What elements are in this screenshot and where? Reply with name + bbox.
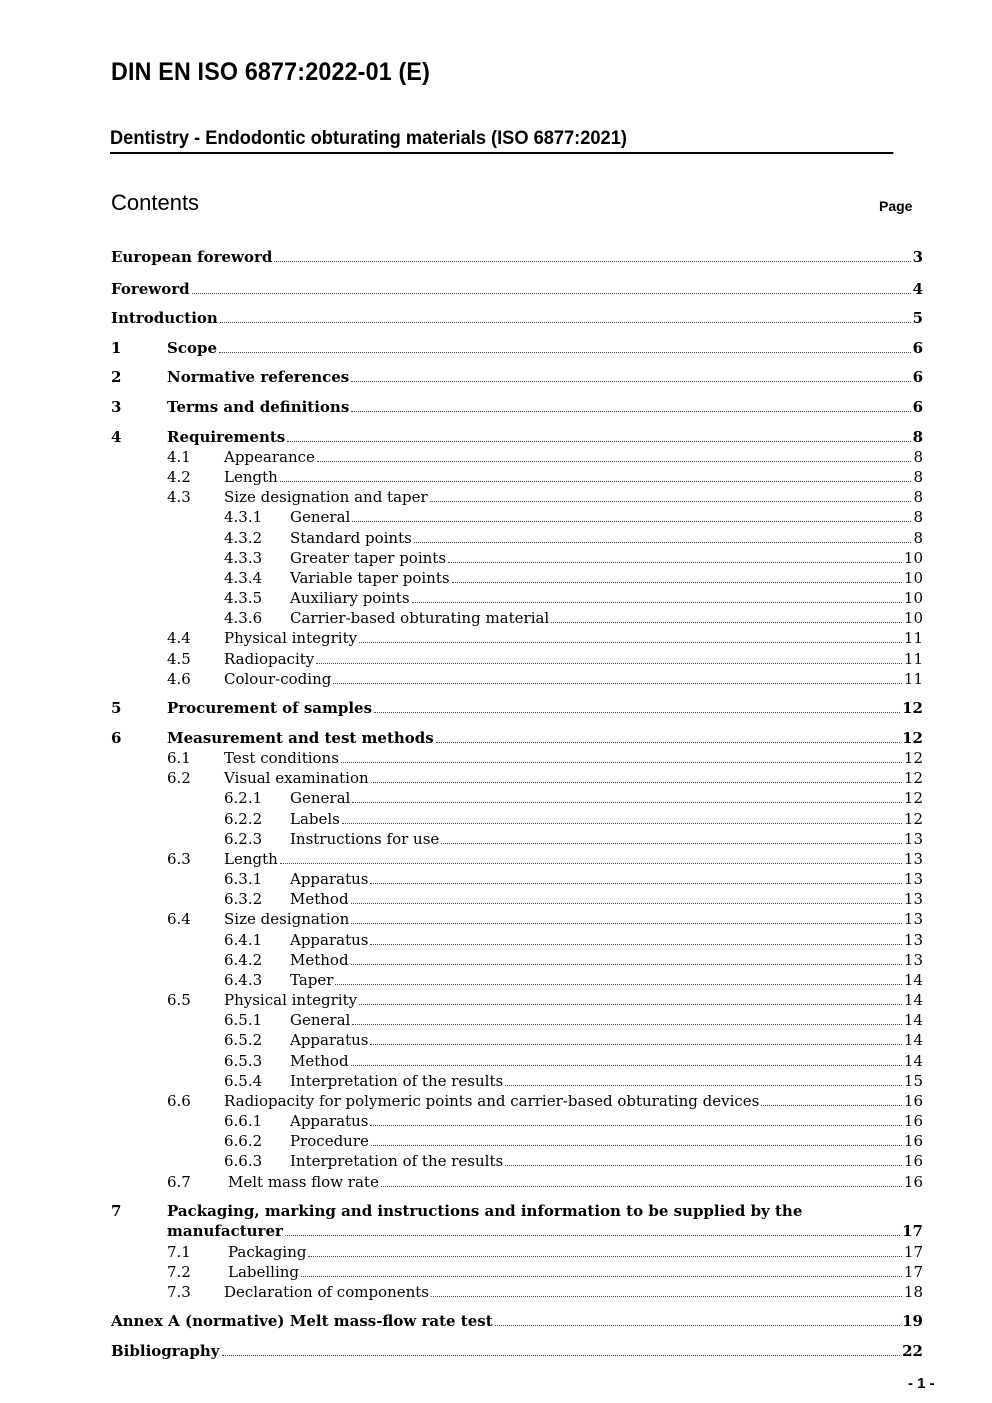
dot-leader: [370, 1112, 901, 1126]
dot-leader: [285, 1222, 900, 1236]
dot-leader: [274, 248, 910, 262]
toc-entry-title: Interpretation of the results: [290, 1072, 504, 1090]
toc-entry-title: Carrier-based obturating material: [290, 609, 550, 627]
toc-entry-annex-a[interactable]: [0, 1311, 992, 1331]
dot-leader: [370, 931, 901, 945]
toc-entry-page: 19: [902, 1312, 923, 1330]
toc-entry-title: Introduction: [111, 309, 218, 327]
dot-leader: [371, 769, 902, 783]
dot-leader: [374, 699, 900, 713]
toc-entry-page: 13: [903, 931, 923, 949]
toc-entry-title: Declaration of components: [224, 1283, 430, 1301]
dot-leader: [333, 670, 902, 684]
toc-entry-page: 14: [903, 1031, 923, 1049]
toc-entry-page: 11: [903, 629, 923, 647]
toc-entry-number: 2: [111, 368, 122, 386]
document-subtitle: Dentistry - Endodontic obturating materials (ISO 6877:2021): [110, 128, 893, 154]
toc-entry-number: 6.3: [167, 850, 191, 868]
toc-entry-number: 6.4.1: [224, 931, 263, 949]
dot-leader: [371, 1132, 902, 1146]
toc-entry-european-foreword[interactable]: [0, 247, 992, 267]
toc-entry-6-3-2[interactable]: [0, 889, 992, 909]
toc-entry-6-2-2[interactable]: [0, 809, 992, 829]
toc-entry-page: 16: [903, 1152, 923, 1170]
toc-entry-4-3-4[interactable]: [0, 568, 992, 588]
toc-entry-section-2[interactable]: [0, 367, 992, 387]
toc-entry-title: Test conditions: [224, 749, 339, 767]
dot-leader: [351, 1052, 902, 1066]
toc-entry-title: Apparatus: [290, 1112, 369, 1130]
toc-entry-page: 10: [903, 609, 923, 627]
toc-entry-number: 4.3.5: [224, 589, 263, 607]
toc-entry-page: 8: [913, 508, 923, 526]
toc-entry-title: Greater taper points: [290, 549, 447, 567]
dot-leader: [352, 1011, 902, 1025]
toc-entry-number: 6.5.3: [224, 1052, 263, 1070]
dot-leader: [495, 1312, 900, 1326]
toc-entry-number: 6.3.1: [224, 870, 263, 888]
dot-leader: [436, 729, 900, 743]
toc-entry-page: 10: [903, 589, 923, 607]
toc-entry-title: General: [290, 508, 351, 526]
dot-leader: [761, 1092, 902, 1106]
toc-entry-6-5-3[interactable]: [0, 1051, 992, 1071]
toc-entry-page: 8: [913, 448, 923, 466]
dot-leader: [452, 569, 902, 583]
toc-entry-6-6[interactable]: [0, 1091, 992, 1111]
toc-entry-6-2-3[interactable]: [0, 829, 992, 849]
toc-entry-6-4[interactable]: [0, 909, 992, 929]
dot-leader: [219, 339, 911, 353]
toc-entry-page: 18: [903, 1283, 923, 1301]
toc-entry-number: 7.1: [167, 1243, 191, 1261]
toc-entry-title: Foreword: [111, 280, 190, 298]
toc-entry-title: Measurement and test methods: [167, 729, 434, 747]
toc-entry-section-7[interactable]: [0, 1201, 992, 1241]
toc-entry-page: 13: [903, 951, 923, 969]
toc-entry-page: 6: [912, 398, 923, 416]
toc-entry-number: 4.6: [167, 670, 191, 688]
toc-entry-page: 15: [903, 1072, 923, 1090]
toc-entry-title: Visual examination: [224, 769, 369, 787]
toc-entry-number: 6.4: [167, 910, 191, 928]
toc-entry-page: 13: [903, 830, 923, 848]
dot-leader: [351, 398, 910, 412]
dot-leader: [280, 468, 912, 482]
toc-entry-number: 4.2: [167, 468, 191, 486]
toc-entry-title: Normative references: [167, 368, 350, 386]
toc-entry-number: 4.5: [167, 650, 191, 668]
toc-entry-title: Appearance: [224, 448, 315, 466]
toc-entry-title: Radiopacity for polymeric points and carrier-based obturating devices: [224, 1092, 760, 1110]
toc-entry-page: 11: [903, 650, 923, 668]
toc-entry-4-3-6[interactable]: [0, 608, 992, 628]
dot-leader: [370, 870, 901, 884]
toc-entry-4-3[interactable]: [0, 487, 992, 507]
toc-entry-page: 8: [913, 529, 923, 547]
toc-entry-6-5-4[interactable]: [0, 1071, 992, 1091]
toc-entry-title: Size designation and taper: [224, 488, 428, 506]
dot-leader: [414, 529, 912, 543]
toc-entry-6-3[interactable]: [0, 849, 992, 869]
toc-entry-bibliography[interactable]: [0, 1341, 992, 1361]
toc-entry-page: 12: [903, 769, 923, 787]
toc-entry-title: Apparatus: [290, 931, 369, 949]
toc-entry-number: 6.6.3: [224, 1152, 263, 1170]
toc-entry-page: 4: [912, 280, 923, 298]
toc-entry-title: Annex A (normative) Melt mass-flow rate test: [111, 1312, 493, 1330]
toc-entry-number: 6.5.4: [224, 1072, 263, 1090]
toc-entry-number: 6.5: [167, 991, 191, 1009]
dot-leader: [359, 991, 902, 1005]
toc-entry-title: Standard points: [290, 529, 412, 547]
toc-entry-number: 3: [111, 398, 122, 416]
toc-entry-page: 14: [903, 1052, 923, 1070]
toc-entry-number: 6.6.2: [224, 1132, 263, 1150]
dot-leader: [220, 309, 911, 323]
dot-leader: [505, 1152, 902, 1166]
toc-entry-page: 5: [912, 309, 923, 327]
toc-entry-page: 16: [903, 1112, 923, 1130]
toc-entry-number: 6.5.1: [224, 1011, 263, 1029]
toc-entry-page: 22: [902, 1342, 923, 1360]
toc-entry-title: Method: [290, 1052, 349, 1070]
toc-entry-page: 8: [913, 468, 923, 486]
dot-leader: [316, 650, 902, 664]
toc-entry-title: Method: [290, 890, 349, 908]
dot-leader: [551, 609, 902, 623]
toc-entry-title: Length: [224, 468, 278, 486]
toc-entry-title: Taper: [290, 971, 334, 989]
toc-entry-number: 4.3.1: [224, 508, 263, 526]
toc-entry-number: 4.3.2: [224, 529, 263, 547]
page-column-label: Page: [879, 198, 913, 214]
toc-entry-6-6-3[interactable]: [0, 1151, 992, 1171]
toc-entry-title: Colour-coding: [224, 670, 332, 688]
toc-entry-title: Terms and definitions: [167, 398, 350, 416]
toc-entry-page: 17: [902, 1222, 923, 1240]
toc-entry-4-3-5[interactable]: [0, 588, 992, 608]
toc-entry-number: 6.6: [167, 1092, 191, 1110]
toc-entry-number: 6.2.2: [224, 810, 263, 828]
toc-entry-page: 13: [903, 870, 923, 888]
toc-entry-4-3-3[interactable]: [0, 548, 992, 568]
toc-entry-title: Apparatus: [290, 870, 369, 888]
dot-leader: [301, 1263, 902, 1277]
toc-entry-page: 11: [903, 670, 923, 688]
toc-entry-7-1[interactable]: [0, 1242, 992, 1262]
toc-entry-page: 13: [903, 910, 923, 928]
toc-entry-page: 13: [903, 890, 923, 908]
toc-entry-page: 12: [903, 810, 923, 828]
toc-entry-6-6-1[interactable]: [0, 1111, 992, 1131]
toc-entry-page: 12: [902, 729, 923, 747]
toc-entry-6-1[interactable]: [0, 748, 992, 768]
dot-leader: [381, 1173, 902, 1187]
toc-entry-title: Instructions for use: [290, 830, 440, 848]
toc-entry-title: Apparatus: [290, 1031, 369, 1049]
toc-entry-6-4-2[interactable]: [0, 950, 992, 970]
dot-leader: [192, 280, 911, 294]
toc-entry-title: Length: [224, 850, 278, 868]
dot-leader: [448, 549, 902, 563]
toc-entry-4-5[interactable]: [0, 649, 992, 669]
dot-leader: [222, 1342, 901, 1356]
toc-entry-page: 12: [903, 749, 923, 767]
toc-entry-6-5-1[interactable]: [0, 1010, 992, 1030]
toc-entry-title: European foreword: [111, 248, 273, 266]
toc-entry-4-6[interactable]: [0, 669, 992, 689]
dot-leader: [351, 910, 902, 924]
toc-entry-page: 14: [903, 991, 923, 1009]
toc-entry-title: Packaging: [228, 1243, 307, 1261]
toc-entry-page: 16: [903, 1132, 923, 1150]
toc-entry-number: 4: [111, 428, 122, 446]
dot-leader: [431, 1283, 902, 1297]
toc-entry-page: 3: [912, 248, 923, 266]
dot-leader: [280, 850, 902, 864]
toc-entry-number: 7.3: [167, 1283, 191, 1301]
toc-entry-number: 6: [111, 729, 122, 747]
toc-entry-page: 14: [903, 971, 923, 989]
toc-entry-number: 6.6.1: [224, 1112, 263, 1130]
toc-entry-number: 4.3.4: [224, 569, 263, 587]
dot-leader: [351, 368, 910, 382]
dot-leader: [441, 830, 902, 844]
toc-entry-title: Physical integrity: [224, 629, 358, 647]
toc-entry-title: General: [290, 789, 351, 807]
dot-leader: [359, 629, 902, 643]
dot-leader: [351, 890, 902, 904]
toc-entry-7-2[interactable]: [0, 1262, 992, 1282]
dot-leader: [335, 971, 901, 985]
toc-entry-number: 4.1: [167, 448, 191, 466]
toc-entry-section-3[interactable]: [0, 397, 992, 417]
toc-entry-page: 10: [903, 549, 923, 567]
toc-entry-number: 1: [111, 339, 122, 357]
toc-entry-introduction[interactable]: [0, 308, 992, 328]
toc-entry-page: 14: [903, 1011, 923, 1029]
toc-entry-number: 7: [111, 1202, 122, 1220]
dot-leader: [505, 1072, 902, 1086]
toc-entry-number: 6.2.3: [224, 830, 263, 848]
toc-entry-page: 16: [903, 1173, 923, 1191]
toc-entry-6-3-1[interactable]: [0, 869, 992, 889]
toc-entry-4-2[interactable]: [0, 467, 992, 487]
toc-entry-section-5[interactable]: [0, 698, 992, 718]
toc-entry-page: 8: [912, 428, 923, 446]
dot-leader: [342, 810, 902, 824]
toc-entry-title-line2: manufacturer: [167, 1222, 283, 1240]
dot-leader: [352, 508, 911, 522]
toc-entry-title: Radiopacity: [224, 650, 315, 668]
toc-entry-page: 17: [903, 1243, 923, 1261]
contents-heading: Contents: [111, 190, 200, 215]
toc-entry-title: Labels: [290, 810, 340, 828]
dot-leader: [412, 589, 902, 603]
toc-entry-6-2[interactable]: [0, 768, 992, 788]
document-title: DIN EN ISO 6877:2022-01 (E): [111, 58, 431, 86]
toc-entry-title: Requirements: [167, 428, 286, 446]
toc-entry-number: 4.4: [167, 629, 191, 647]
dot-leader: [317, 448, 912, 462]
toc-entry-title: Variable taper points: [290, 569, 450, 587]
toc-entry-number: 6.7: [167, 1173, 191, 1191]
toc-entry-title: Bibliography: [111, 1342, 220, 1360]
toc-entry-number: 6.2.1: [224, 789, 263, 807]
toc-entry-title-line1: Packaging, marking and instructions and information to be supplied by the: [167, 1202, 803, 1220]
toc-entry-4-1[interactable]: [0, 447, 992, 467]
toc-entry-4-4[interactable]: [0, 628, 992, 648]
toc-entry-title: Scope: [167, 339, 218, 357]
toc-entry-6-6-2[interactable]: [0, 1131, 992, 1151]
toc-entry-number: 6.3.2: [224, 890, 263, 908]
dot-leader: [370, 1031, 901, 1045]
toc-entry-6-7[interactable]: [0, 1172, 992, 1192]
dot-leader: [352, 789, 902, 803]
toc-entry-number: 6.1: [167, 749, 191, 767]
toc-entry-page: 6: [912, 368, 923, 386]
toc-entry-page: 6: [912, 339, 923, 357]
toc-entry-title: Interpretation of the results: [290, 1152, 504, 1170]
toc-entry-foreword[interactable]: [0, 279, 992, 299]
toc-entry-number: 6.4.2: [224, 951, 263, 969]
dot-leader: [341, 749, 902, 763]
toc-entry-page: 16: [903, 1092, 923, 1110]
toc-entry-6-2-1[interactable]: [0, 788, 992, 808]
toc-entry-number: 7.2: [167, 1263, 191, 1281]
toc-entry-6-4-1[interactable]: [0, 930, 992, 950]
toc-entry-section-4[interactable]: [0, 427, 992, 447]
dot-leader: [351, 951, 902, 965]
toc-entry-page: 10: [903, 569, 923, 587]
page-number: - 1 -: [908, 1375, 935, 1392]
toc-entry-title: Melt mass flow rate: [228, 1173, 379, 1191]
toc-entry-section-1[interactable]: [0, 338, 992, 358]
toc-entry-title: Physical integrity: [224, 991, 358, 1009]
dot-leader: [308, 1243, 901, 1257]
toc-entry-number: 4.3: [167, 488, 191, 506]
toc-entry-6-4-3[interactable]: [0, 970, 992, 990]
toc-entry-6-5[interactable]: [0, 990, 992, 1010]
toc-entry-title: Size designation: [224, 910, 350, 928]
toc-entry-4-3-1[interactable]: [0, 507, 992, 527]
toc-entry-page: 8: [913, 488, 923, 506]
toc-entry-number: 4.3.3: [224, 549, 263, 567]
toc-entry-6-5-2[interactable]: [0, 1030, 992, 1050]
toc-entry-title: Auxiliary points: [290, 589, 410, 607]
toc-entry-number: 5: [111, 699, 122, 717]
toc-entry-number: 6.4.3: [224, 971, 263, 989]
dot-leader: [287, 428, 910, 442]
toc-entry-page: 12: [903, 789, 923, 807]
toc-entry-number: 6.2: [167, 769, 191, 787]
toc-entry-page: 17: [903, 1263, 923, 1281]
toc-entry-number: 4.3.6: [224, 609, 263, 627]
toc-entry-page: 13: [903, 850, 923, 868]
dot-leader: [430, 488, 912, 502]
toc-entry-page: 12: [902, 699, 923, 717]
toc-entry-title: General: [290, 1011, 351, 1029]
toc-entry-title: Procedure: [290, 1132, 369, 1150]
toc-entry-7-3[interactable]: [0, 1282, 992, 1302]
toc-entry-4-3-2[interactable]: [0, 528, 992, 548]
toc-entry-title: Procurement of samples: [167, 699, 373, 717]
toc-entry-title: Method: [290, 951, 349, 969]
toc-entry-section-6[interactable]: [0, 728, 992, 748]
toc-entry-title: Labelling: [228, 1263, 300, 1281]
toc-entry-number: 6.5.2: [224, 1031, 263, 1049]
